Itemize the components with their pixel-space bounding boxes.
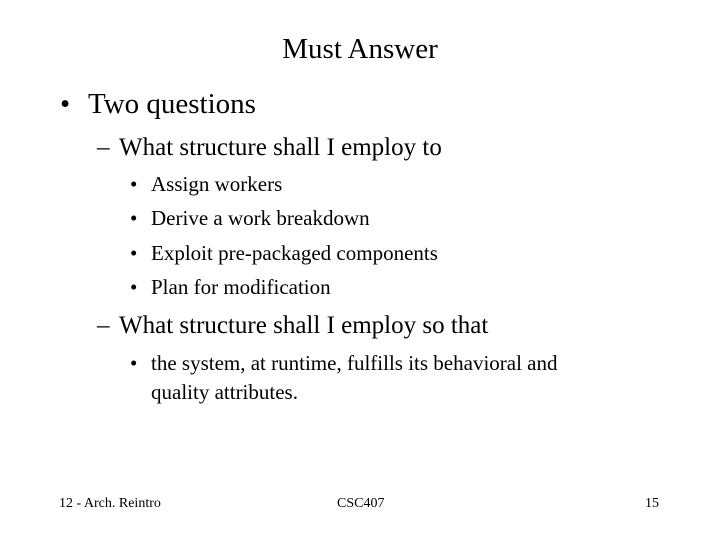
footer-right (645, 495, 659, 513)
slide-title (0, 31, 720, 67)
dash-marker: – (97, 312, 110, 339)
bullet-text: Two questions (88, 88, 256, 120)
dash-marker: – (97, 134, 110, 161)
sub-sub-bullet-text: Assign workers (151, 172, 283, 196)
bullet-marker: • (60, 88, 71, 120)
sub-sub-bullet-text: Plan for modification (151, 275, 331, 299)
sub-sub-bullet-text-line2: quality attributes. (151, 380, 298, 404)
bullet-marker: • (130, 275, 138, 299)
bullet-marker: • (130, 351, 138, 375)
sub-sub-bullet-system-runtime-continuation (151, 379, 298, 405)
footer-lecture-label: 12 - Arch. Reintro (59, 496, 161, 511)
sub-bullet-text: What structure shall I employ to (119, 134, 442, 161)
footer-page-number: 15 (645, 496, 659, 511)
sub-bullet-text: What structure shall I employ so that (119, 312, 489, 339)
footer-left (59, 495, 161, 513)
bullet-marker: • (130, 172, 138, 196)
footer-center (337, 495, 384, 513)
sub-sub-bullet-text: Derive a work breakdown (151, 206, 370, 230)
bullet-marker: • (130, 206, 138, 230)
bullet-marker: • (130, 241, 138, 265)
sub-sub-bullet-text-line1: the system, at runtime, fulfills its behavioral and (151, 351, 558, 375)
slide-title-text: Must Answer (282, 33, 438, 65)
sub-sub-bullet-text: Exploit pre-packaged components (151, 241, 438, 265)
footer-course-code: CSC407 (337, 496, 385, 511)
